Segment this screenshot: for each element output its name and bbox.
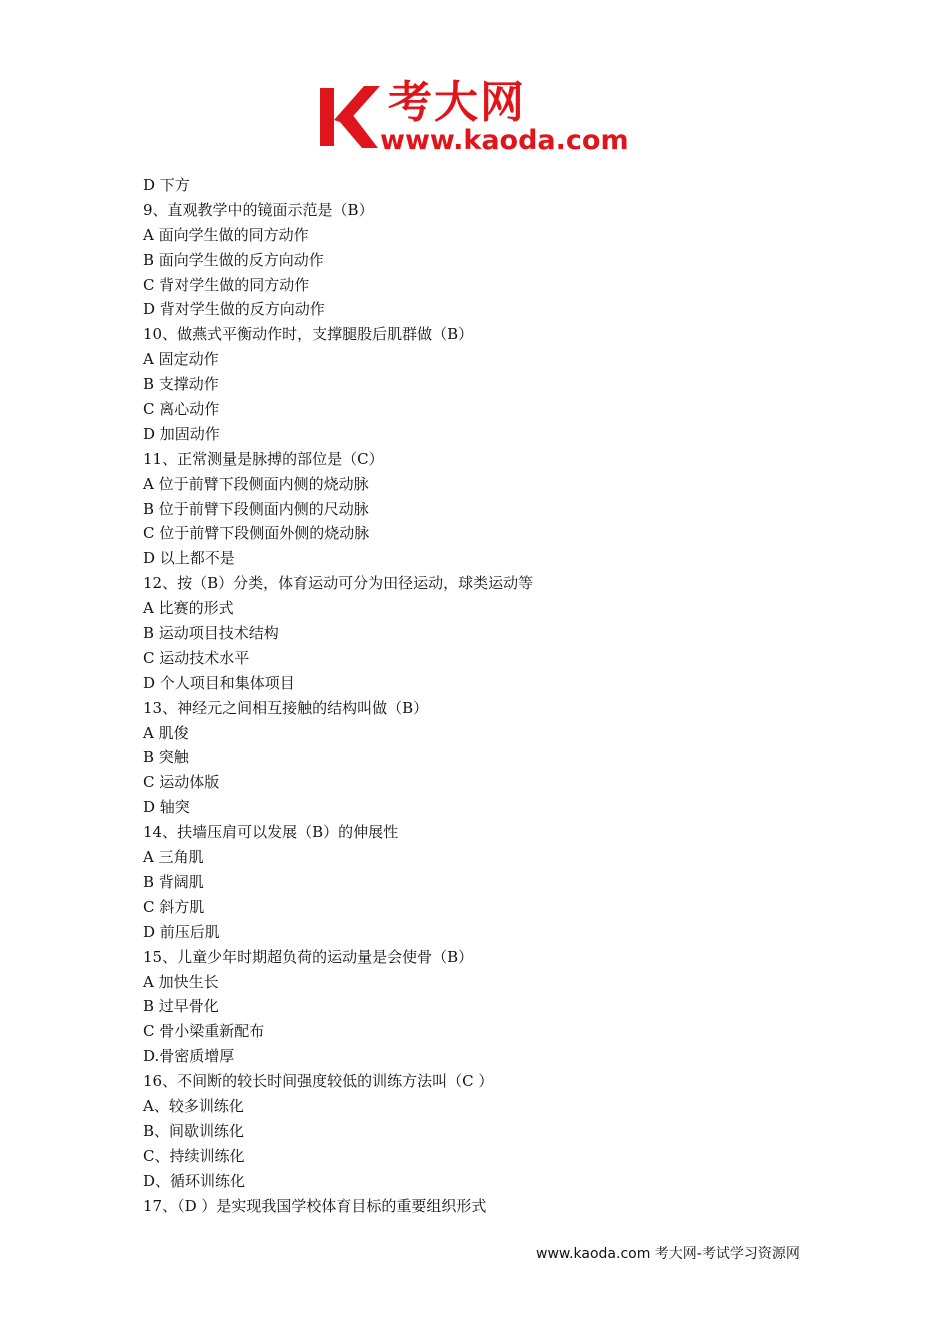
text-line: D 以上都不是 xyxy=(143,549,235,568)
text-line: D 背对学生做的反方向动作 xyxy=(143,300,325,319)
text-line: A 肌俊 xyxy=(143,723,189,742)
text-line: D 轴突 xyxy=(143,798,190,817)
footer-text: www.kaoda.com 考大网-考试学习资源网 xyxy=(536,1246,800,1262)
text-line: B 运动项目技术结构 xyxy=(143,624,279,643)
text-line: A 固定动作 xyxy=(143,350,219,369)
text-line: 16、不间断的较长时间强度较低的训练方法叫（C ） xyxy=(143,1072,494,1091)
text-line: D.骨密质增厚 xyxy=(143,1047,235,1066)
text-line: A 面向学生做的同方动作 xyxy=(143,225,309,244)
text-line: C 运动技术水平 xyxy=(143,648,250,667)
text-line: 12、按（B）分类，体育运动可分为田径运动，球类运动等 xyxy=(143,574,534,593)
logo-url: www.kaoda.com xyxy=(380,125,629,156)
text-line: B、间歇训练化 xyxy=(143,1121,245,1140)
text-line: A 比赛的形式 xyxy=(143,599,234,618)
text-line: C 位于前臂下段侧面外侧的烧动脉 xyxy=(143,524,370,543)
text-line: B 支撑动作 xyxy=(143,375,219,394)
text-line: A 三角肌 xyxy=(143,848,204,867)
text-line: 10、做燕式平衡动作时，支撑腿股后肌群做（B） xyxy=(143,325,474,344)
text-line: C、持续训练化 xyxy=(143,1146,245,1165)
text-line: C 离心动作 xyxy=(143,400,220,419)
text-line: C 运动体版 xyxy=(143,773,220,792)
text-line: B 过早骨化 xyxy=(143,997,219,1016)
text-line: A、较多训练化 xyxy=(143,1096,244,1115)
text-line: C 斜方肌 xyxy=(143,897,205,916)
text-line: 9、直观教学中的镜面示范是（B） xyxy=(143,200,374,219)
text-line: D 前压后肌 xyxy=(143,922,220,941)
text-line: C 骨小梁重新配布 xyxy=(143,1022,265,1041)
text-line: C 背对学生做的同方动作 xyxy=(143,275,310,294)
site-logo xyxy=(318,78,638,156)
text-line: 17、（D ）是实现我国学校体育目标的重要组织形式 xyxy=(143,1196,487,1215)
text-line: 13、神经元之间相互接触的结构叫做（B） xyxy=(143,698,429,717)
k-letter-logo-icon xyxy=(318,82,388,152)
text-line: 14、扶墙压肩可以发展（B）的伸展性 xyxy=(143,823,399,842)
text-line: B 突触 xyxy=(143,748,189,767)
text-line: D 个人项目和集体项目 xyxy=(143,673,295,692)
text-line: B 面向学生做的反方向动作 xyxy=(143,250,324,269)
text-line: D 下方 xyxy=(143,176,190,194)
text-line: D 加固动作 xyxy=(143,424,220,443)
text-line: 15、儿童少年时期超负荷的运动量是会使骨（B） xyxy=(143,947,474,966)
text-line: 11、正常测量是脉搏的部位是（C） xyxy=(143,449,384,468)
text-line: A 加快生长 xyxy=(143,972,219,991)
text-line: B 背阔肌 xyxy=(143,872,204,891)
logo-chinese-name: 考大网 xyxy=(388,77,526,128)
text-line: A 位于前臂下段侧面内侧的烧动脉 xyxy=(143,474,369,493)
text-line: B 位于前臂下段侧面内侧的尺动脉 xyxy=(143,499,369,518)
question-list xyxy=(143,173,843,1218)
text-line: D、循环训练化 xyxy=(143,1171,246,1190)
